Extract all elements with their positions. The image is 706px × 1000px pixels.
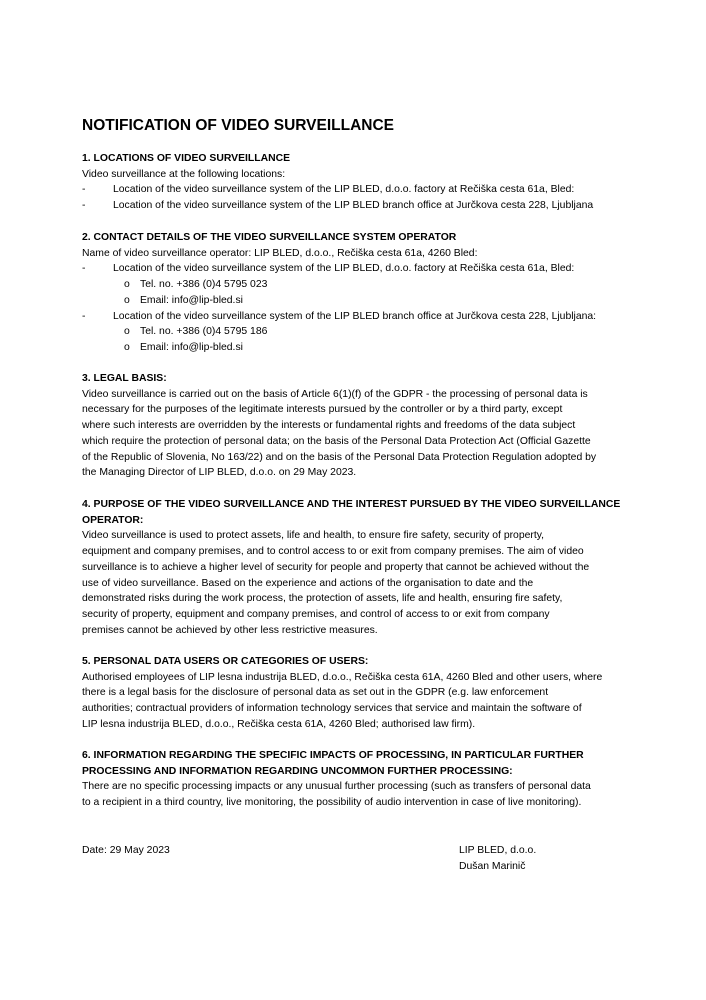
paragraph-line: authorities; contractual providers of information technology services that service and maintain the software of [82, 703, 582, 715]
section-heading: 4. PURPOSE OF THE VIDEO SURVEILLANCE AND THE INTEREST PURSUED BY THE VIDEO SURVEILLANCE [82, 499, 621, 510]
circle-bullet: o [124, 341, 130, 353]
list-item-text: Location of the video surveillance system of the LIP BLED branch office at Jurčkova cesta 228, Ljubljana: [113, 310, 597, 322]
dash-bullet: - [82, 310, 86, 322]
paragraph-line: security of property, equipment and company premises, and control of access to or exit from company [82, 608, 550, 620]
list-item [82, 182, 627, 198]
dash-bullet: - [82, 263, 86, 275]
section-intro: Video surveillance at the following locations: [82, 168, 286, 180]
paragraph-line: LIP lesna industrija BLED, d.o.o., Rečiška cesta 61A, 4260 Bled; authorised law firm). [82, 718, 476, 730]
section-heading-continued: PROCESSING AND INFORMATION REGARDING UNCOMMON FURTHER PROCESSING: [82, 765, 513, 777]
section-processing-impacts [82, 748, 627, 811]
paragraph-line: necessary for the purposes of the legitimate interests pursued by the controller or by a third party, except [82, 404, 563, 416]
signature-block [459, 843, 536, 874]
section-legal-basis [82, 371, 627, 481]
dash-bullet: - [82, 200, 86, 212]
circle-bullet: o [124, 294, 130, 306]
section-intro: Name of video surveillance operator: LIP BLED, d.o.o., Rečiška cesta 61a, 4260 Bled: [82, 247, 478, 259]
paragraph-line: there is a legal basis for the disclosure of personal data as set out in the GDPR (e.g. law enforcement [82, 687, 549, 699]
paragraph-line: Video surveillance is carried out on the basis of Article 6(1)(f) of the GDPR - the processing of personal data is [82, 388, 588, 400]
list-item-text: Location of the video surveillance system of the LIP BLED, d.o.o. factory at Rečiška cesta 61a, Bled: [113, 184, 575, 196]
section-contact-details [82, 230, 627, 356]
circle-bullet: o [124, 279, 130, 291]
circle-bullet: o [124, 326, 130, 338]
paragraph-line: surveillance is to achieve a higher level of security for people and property that cannot be achieved without the [82, 561, 590, 573]
list-item-text: Location of the video surveillance system of the LIP BLED branch office at Jurčkova cesta 228, Ljubljana [113, 200, 594, 212]
document-date: Date: 29 May 2023 [82, 845, 170, 856]
sub-list-item [82, 277, 627, 293]
sub-list-item [82, 324, 627, 340]
list-item [82, 309, 627, 325]
dash-bullet: - [82, 184, 86, 196]
sub-list-item [82, 293, 627, 309]
section-locations [82, 151, 627, 214]
paragraph-line: to a recipient in a third country, live monitoring, the possibility of audio intervention in case of live monitoring). [82, 797, 582, 809]
list-item [82, 198, 627, 214]
signatory-name: Dušan Marinič [459, 860, 526, 872]
list-item-text: Location of the video surveillance system of the LIP BLED, d.o.o. factory at Rečiška cesta 61a, Bled: [113, 263, 575, 275]
section-heading: 1. LOCATIONS OF VIDEO SURVEILLANCE [82, 153, 291, 164]
paragraph-line: which require the protection of personal data; on the basis of the Personal Data Protection Act (Official Gazette [82, 435, 591, 447]
email-address: Email: info@lip-bled.si [140, 341, 243, 353]
section-heading: 6. INFORMATION REGARDING THE SPECIFIC IMPACTS OF PROCESSING, IN PARTICULAR FURTHER [82, 750, 584, 761]
paragraph-line: Authorised employees of LIP lesna industrija BLED, d.o.o., Rečiška cesta 61A, 4260 Bled and other users, where [82, 671, 603, 683]
section-purpose [82, 497, 627, 638]
paragraph-line: of the Republic of Slovenia, No 163/22) and on the basis of the Personal Data Protection Regulation adopted by [82, 451, 597, 463]
paragraph-line: premises cannot be achieved by other less restrictive measures. [82, 624, 378, 636]
paragraph-line: demonstrated risks during the work process, the protection of assets, life and health, ensuring fire safety, [82, 593, 563, 605]
email-address: Email: info@lip-bled.si [140, 294, 243, 306]
section-heading: 3. LEGAL BASIS: [82, 373, 167, 384]
phone-number: Tel. no. +386 (0)4 5795 023 [140, 279, 268, 291]
paragraph-line: There are no specific processing impacts or any unusual further processing (such as transfers of personal data [82, 781, 591, 793]
section-heading: 2. CONTACT DETAILS OF THE VIDEO SURVEILLANCE SYSTEM OPERATOR [82, 232, 457, 243]
sub-list-item [82, 340, 627, 356]
paragraph-line: equipment and company premises, and to control access to or exit from company premises. The aim of video [82, 546, 584, 558]
phone-number: Tel. no. +386 (0)4 5795 186 [140, 326, 268, 338]
paragraph-line: use of video surveillance. Based on the experience and actions of the organisation to date and the [82, 577, 534, 589]
section-data-users [82, 654, 627, 733]
list-item [82, 261, 627, 277]
section-heading: 5. PERSONAL DATA USERS OR CATEGORIES OF USERS: [82, 656, 369, 667]
document-title: NOTIFICATION OF VIDEO SURVEILLANCE [82, 117, 395, 134]
company-name: LIP BLED, d.o.o. [459, 845, 537, 856]
paragraph-line: where such interests are overridden by the interests or fundamental rights and freedoms of the data subject [82, 420, 576, 432]
section-heading-continued: OPERATOR: [82, 514, 144, 526]
paragraph-line: the Managing Director of LIP BLED, d.o.o. on 29 May 2023. [82, 467, 357, 479]
paragraph-line: Video surveillance is used to protect assets, life and health, to ensure fire safety, security of property, [82, 530, 545, 542]
